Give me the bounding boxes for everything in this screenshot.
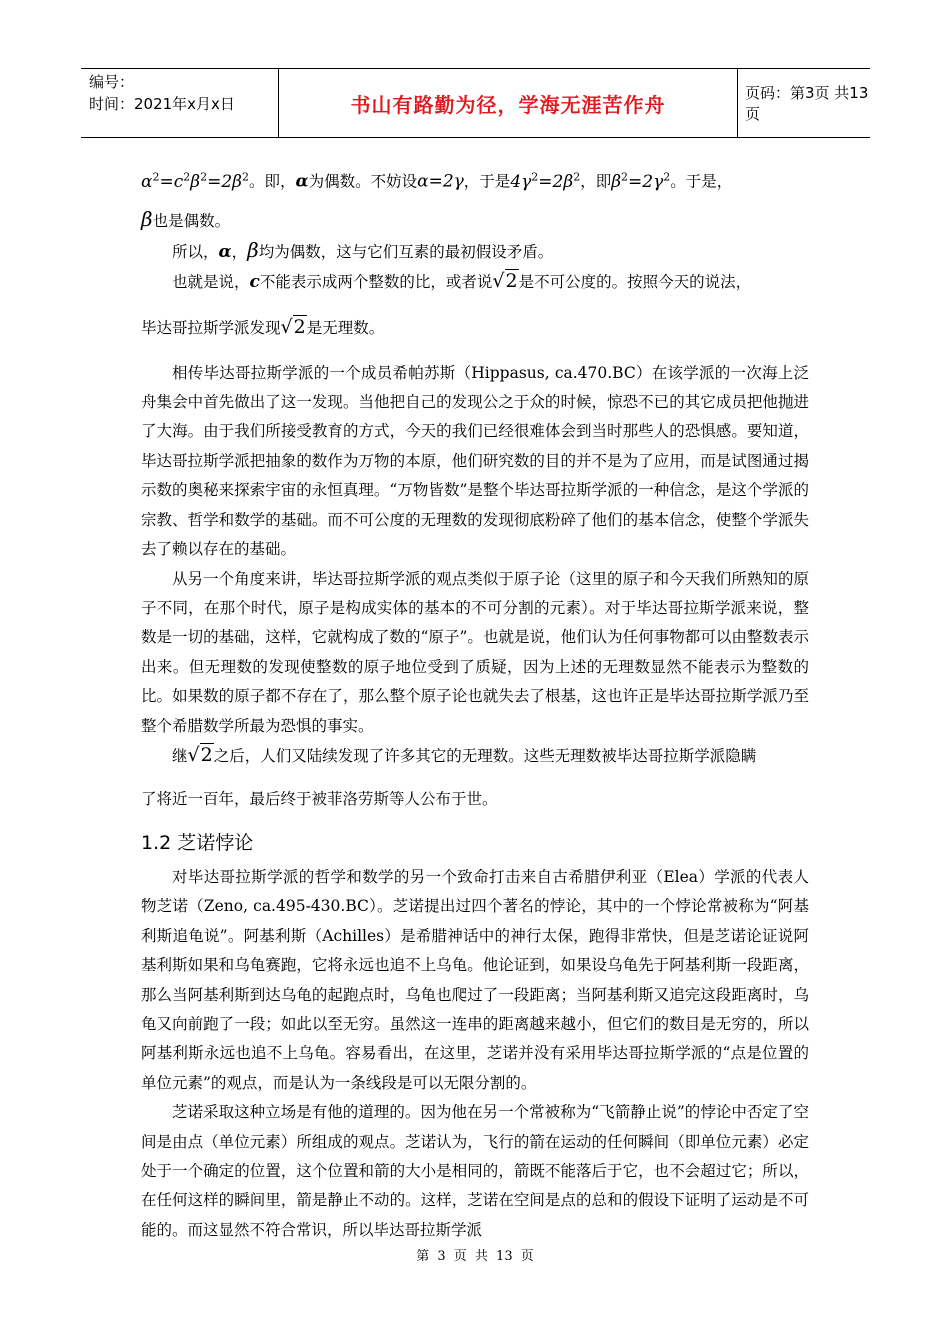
paragraph-arrow: 芝诺采取这种立场是有他的道理的。因为他在另一个常被称为“飞箭静止说”的悖论中否定了空间是由点（单位元素）所组成的观点。芝诺认为，飞行的箭在运动的任何瞬间（即单位元素）必定处于一个确定的位置，这个位置和箭的大小是相同的，箭既不能落后于它，也不会超过它；所以，在任何这样的瞬间里，箭是静止不动的。这样，芝诺在空间是点的总和的假设下证明了运动是不可能的。而这显然不符合常识，所以毕达哥拉斯学派	[141, 1103, 809, 1239]
equation-alpha-2gamma: α=2γ	[417, 171, 464, 192]
paragraph-achilles: 对毕达哥拉斯学派的哲学和数学的另一个致命打击来自古希腊伊利亚（Elea）学派的代表人物芝诺（Zeno, ca.495-430.BC）。芝诺提出过四个著名的悖论，其中的一个悖论常被称为“阿基利斯追龟说”。阿基利斯（Achilles）是希腊神话中的神行太保，跑得非常快，但是芝诺论证说阿基利斯如果和乌龟赛跑，它将永远也追不上乌龟。他论证到，如果设乌龟先于阿基利斯一段距离，那么当阿基利斯到达乌龟的起跑点时，乌龟也爬过了一段距离；当阿基利斯又追完这段距离时，乌龟又向前跑了一段；如此以至无穷。虽然这一连串的距离越来越小，但它们的数目是无穷的，所以阿基利斯永远也追不上乌龟。容易看出，在这里，芝诺并没有采用毕达哥拉斯学派的“点是位置的单位元素”的观点，而是认为一条线段是可以无限分割的。	[141, 867, 809, 1092]
paragraph-sqrt-line: 继√2之后，人们又陆续发现了许多其它的无理数。这些无理数被毕达哥拉斯学派隐瞒	[172, 743, 757, 766]
equation-line-5: 毕达哥拉斯学派发现√2是无理数。	[141, 315, 385, 338]
page-footer: 第 3 页 共 13 页	[416, 1249, 534, 1264]
header-left-cell	[81, 69, 279, 137]
doc-number: 编号：	[89, 73, 135, 91]
equation-line-3: 所以，α，β均为偶数，这与它们互素的最初假设矛盾。	[172, 237, 554, 262]
paragraph-atomism: 从另一个角度来讲，毕达哥拉斯学派的观点类似于原子论（这里的原子和今天我们所熟知的原子不同，在那个时代，原子是构成实体的基本的不可分割的元素）。对于毕达哥拉斯学派来说，整数是一切的基础，这样，它就构成了数的“原子”。也就是说，他们认为任何事物都可以由整数表示出来。但无理数的发现使整数的原子地位受到了质疑，因为上述的无理数显然不能表示为整数的比。如果数的原子都不存在了，那么整个原子论也就失去了根基，这也许正是毕达哥拉斯学派乃至整个希腊数学所最为恐惧的事实。	[141, 569, 809, 735]
doc-date: 时间：2021年x月x日	[89, 95, 235, 113]
sqrt-two: √2	[280, 315, 306, 338]
equation-line-4: 也就是说，c不能表示成两个整数的比，或者说√2是不可公度的。按照今天的说法，	[172, 269, 752, 292]
equation-4gamma: $4\gamma^2=2\beta^2$	[510, 170, 581, 192]
sqrt-two: √2	[187, 743, 213, 766]
paragraph-sqrt-continuation: 了将近一百年，最后终于被菲洛劳斯等人公布于世。	[141, 789, 498, 808]
section-title: 1.2 芝诺悖论	[141, 831, 254, 854]
equation-line-2: β也是偶数。	[141, 206, 231, 231]
header-page-code: 页码：第3页 共13页	[745, 84, 869, 123]
paragraph-hippasus: 相传毕达哥拉斯学派的一个成员希帕苏斯（Hippasus, ca.470.BC）在该学派的一次海上泛舟集会中首先做出了这一发现。当他把自己的发现公之于众的时候，惊恐不已的其它成员把他抛进了大海。由于我们所接受教育的方式，今天的我们已经很难体会到当时那些人的恐惧感。要知道，毕达哥拉斯学派把抽象的数作为万物的本原，他们研究数的目的并不是为了应用，而是试图通过揭示数的奥秘来探索宇宙的永恒真理。“万物皆数”是整个毕达哥拉斯学派的一种信念，是这个学派的宗教、哲学和数学的基础。而不可公度的无理数的发现彻底粉碎了他们的基本信念，使整个学派失去了赖以存在的基础。	[141, 363, 809, 559]
equation-alpha-squared: $\alpha^2=c^2\beta^2=2\beta^2$	[141, 170, 249, 192]
header-table	[81, 68, 870, 138]
header-motto: 书山有路勤为径，学海无涯苦作舟	[279, 69, 738, 137]
page-body	[141, 160, 809, 1245]
equation-line-1: $\alpha^2=c^2\beta^2=2\beta^2$。即，α为偶数。不妨设α=2γ，于是$4\gamma^2=2\beta^2$，即$\beta^2=2\gamma^2$。于是，	[141, 170, 733, 192]
equation-beta-2gamma: $\beta^2=2\gamma^2$	[611, 170, 671, 192]
sqrt-two: √2	[492, 269, 518, 292]
